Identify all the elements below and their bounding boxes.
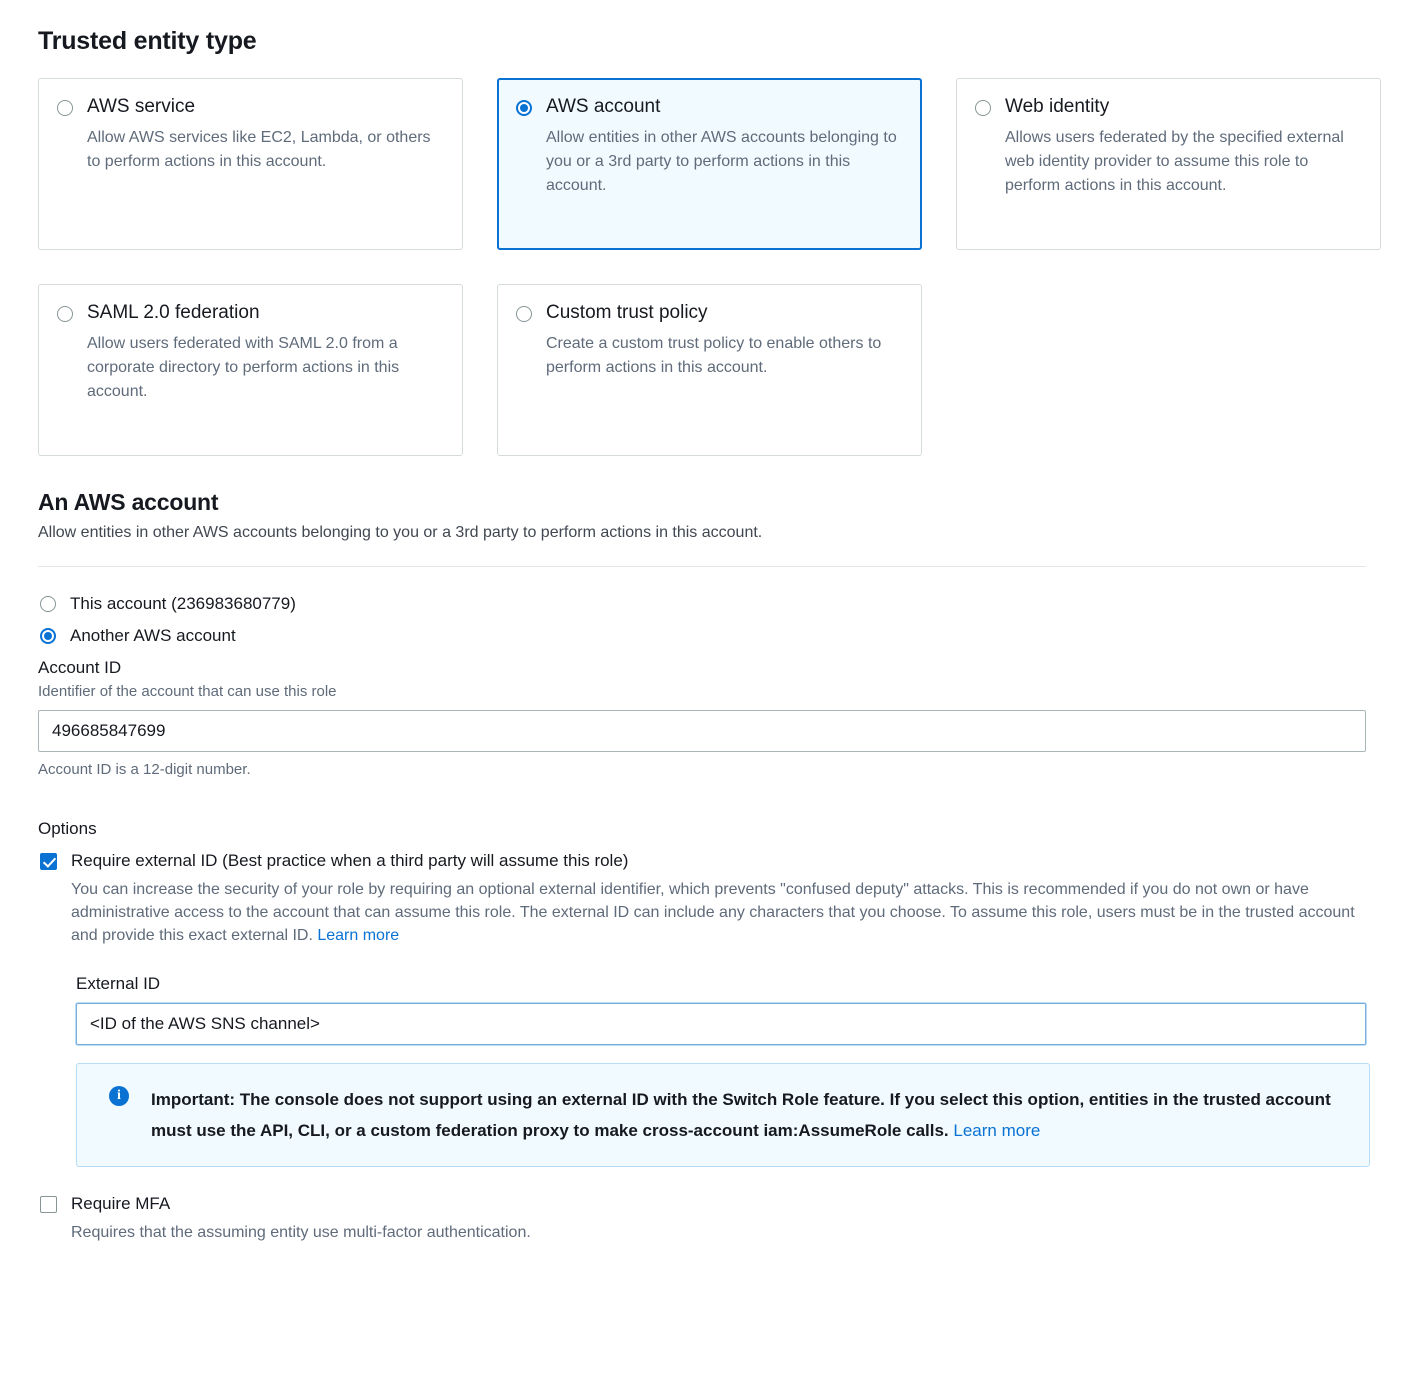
entity-card-body: [87, 301, 444, 404]
require-mfa-block: [38, 1193, 1366, 1244]
entity-card-body: [546, 301, 903, 380]
radio-custom-trust-policy[interactable]: [516, 306, 532, 322]
account-id-input[interactable]: [38, 710, 1366, 752]
entity-card-body: [546, 95, 903, 198]
entity-card-title: AWS account: [546, 96, 661, 117]
require-external-id-checkbox[interactable]: [40, 853, 57, 870]
external-id-label: External ID: [76, 974, 161, 993]
external-id-info-alert: [76, 1063, 1370, 1167]
entity-card-description: Allow entities in other AWS accounts belonging to you or a 3rd party to perform actions in this account.: [546, 129, 897, 194]
radio-saml-federation[interactable]: [57, 306, 73, 322]
entity-card-body: [87, 95, 444, 174]
account-id-hint: Identifier of the account that can use this role: [38, 683, 337, 700]
entity-card-description: Allow AWS services like EC2, Lambda, or others to perform actions in this account.: [87, 129, 431, 170]
radio-another-account[interactable]: [40, 628, 56, 644]
radio-aws-account[interactable]: [516, 100, 532, 116]
radio-row-another-account[interactable]: [38, 625, 1366, 647]
options-title: Options: [38, 819, 97, 838]
external-id-field-block: [76, 973, 1366, 1167]
account-id-label: Account ID: [38, 658, 122, 677]
trusted-entity-card-grid: [38, 78, 1366, 456]
require-external-id-row[interactable]: [38, 850, 1366, 872]
require-external-id-label: Require external ID (Best practice when a third party will assume this role): [71, 851, 629, 870]
entity-card-aws-service[interactable]: [38, 78, 463, 250]
external-id-input[interactable]: [76, 1003, 1366, 1045]
entity-card-description: Create a custom trust policy to enable others to perform actions in this account.: [546, 335, 882, 376]
account-id-constraint: Account ID is a 12-digit number.: [38, 761, 251, 778]
entity-card-title: SAML 2.0 federation: [87, 302, 260, 323]
entity-card-title: Custom trust policy: [546, 302, 708, 323]
entity-card-body: [1005, 95, 1362, 198]
aws-account-section-description: Allow entities in other AWS accounts belonging to you or a 3rd party to perform actions in this account.: [38, 524, 763, 541]
alert-message: [151, 1084, 1347, 1146]
radio-this-account-label: This account (236983680779): [70, 594, 296, 613]
entity-card-title: Web identity: [1005, 96, 1110, 117]
entity-card-description: Allow users federated with SAML 2.0 from a corporate directory to perform actions in this account.: [87, 335, 400, 400]
radio-aws-service[interactable]: [57, 100, 73, 116]
page-title: Trusted entity type: [38, 27, 257, 55]
alert-message-text: Important: The console does not support using an external ID with the Switch Role feature. If you select this option, entities in the trusted account must use the API, CLI, or a custom federation proxy to make cross-account iam:AssumeRole calls.: [151, 1090, 1331, 1140]
entity-card-description: Allows users federated by the specified external web identity provider to assume this role to perform actions in this account.: [1005, 129, 1344, 194]
entity-card-saml-federation[interactable]: [38, 284, 463, 456]
alert-learn-more-link[interactable]: Learn more: [953, 1121, 1041, 1140]
section-divider: [38, 566, 1366, 567]
external-id-learn-more-link[interactable]: Learn more: [317, 927, 400, 944]
entity-card-aws-account[interactable]: [497, 78, 922, 250]
require-mfa-checkbox[interactable]: [40, 1196, 57, 1213]
info-icon: i: [109, 1086, 129, 1106]
radio-this-account[interactable]: [40, 596, 56, 612]
aws-account-section-title: An AWS account: [38, 489, 219, 515]
entity-card-title: AWS service: [87, 96, 196, 117]
radio-web-identity[interactable]: [975, 100, 991, 116]
require-mfa-label: Require MFA: [71, 1194, 171, 1213]
require-mfa-description: Requires that the assuming entity use multi-factor authentication.: [71, 1224, 531, 1241]
entity-card-web-identity[interactable]: [956, 78, 1381, 250]
radio-another-account-label: Another AWS account: [70, 626, 236, 645]
require-external-id-description-text: You can increase the security of your role by requiring an optional external identifier, which prevents "confused deputy" attacks. This is recommended if you do not own or have administrative access to the account that can assume this role. The external ID can include any characters that you choose. To assume this role, users must be in the trusted account and provide this exact external ID.: [71, 881, 1355, 944]
radio-row-this-account[interactable]: [38, 593, 1366, 615]
require-external-id-description: [71, 878, 1366, 947]
entity-card-custom-trust-policy[interactable]: [497, 284, 922, 456]
require-mfa-row[interactable]: [38, 1193, 1366, 1215]
